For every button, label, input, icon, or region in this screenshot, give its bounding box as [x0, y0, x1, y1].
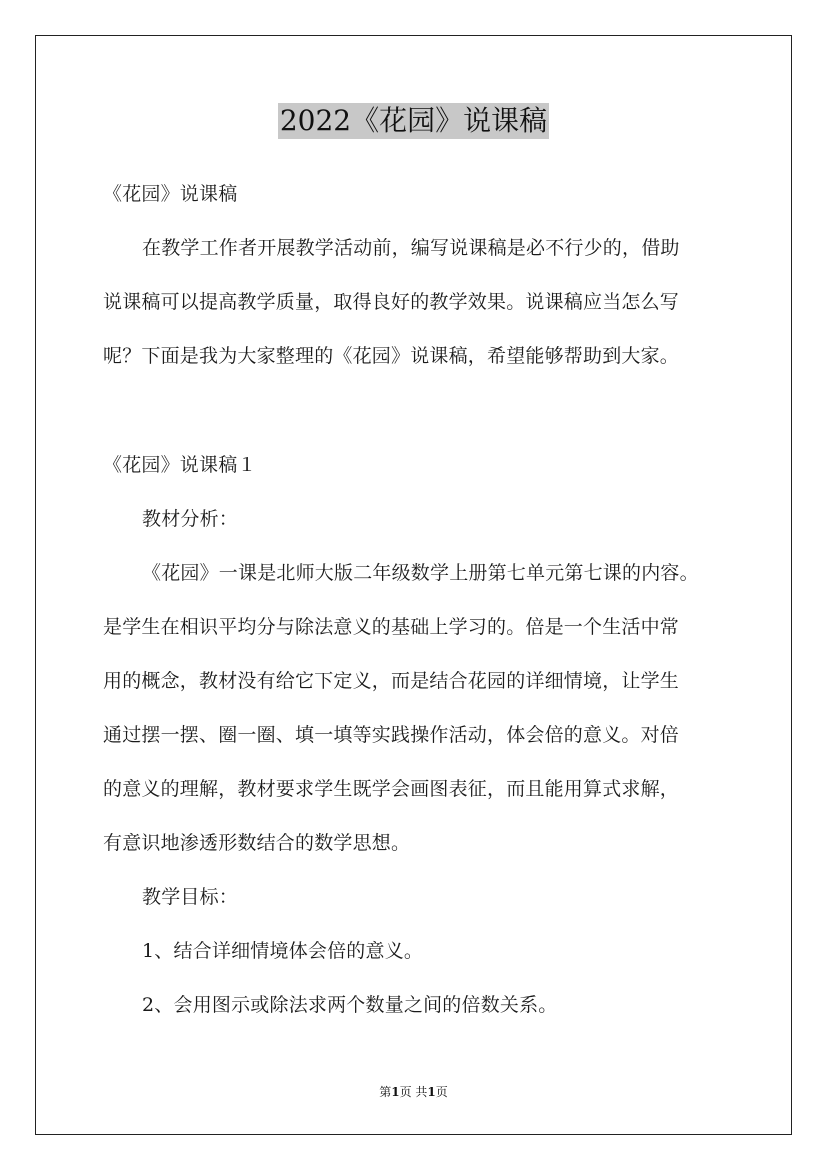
subheading-material-analysis: 教材分析： — [142, 508, 239, 530]
footer-page-current: 1 — [391, 1085, 400, 1099]
subtitle-line: 《花园》说课稿 — [103, 183, 238, 205]
analysis-paragraph-line-1: 《花园》一课是北师大版二年级数学上册第七单元第七课的内容。 — [142, 562, 699, 584]
document-title: 2022《花园》说课稿 — [279, 104, 548, 137]
footer-page-mid: 页 共 — [399, 1085, 428, 1099]
intro-paragraph-line-1: 在教学工作者开展教学活动前，编写说课稿是必不行少的，借助 — [142, 237, 680, 259]
footer-page-total: 1 — [427, 1085, 436, 1099]
footer-page-suffix: 页 — [435, 1085, 448, 1099]
footer-page-prefix: 第 — [379, 1085, 392, 1099]
page-footer — [0, 1084, 827, 1100]
analysis-paragraph-line-2: 是学生在相识平均分与除法意义的基础上学习的。倍是一个生活中常 — [103, 616, 680, 638]
section-heading-1: 《花园》说课稿１ — [103, 454, 257, 476]
analysis-paragraph-line-5: 的意义的理解，教材要求学生既学会画图表征，而且能用算式求解， — [103, 778, 680, 800]
intro-paragraph-line-2: 说课稿可以提高教学质量，取得良好的教学效果。说课稿应当怎么写 — [103, 291, 680, 313]
subheading-teaching-goals: 教学目标： — [142, 886, 239, 908]
analysis-paragraph-line-3: 用的概念，教材没有给它下定义，而是结合花园的详细情境，让学生 — [103, 670, 680, 692]
goal-item-2: 2、会用图示或除法求两个数量之间的倍数关系。 — [142, 994, 558, 1016]
title-container — [0, 103, 827, 139]
goal-item-1: 1、结合详细情境体会倍的意义。 — [142, 940, 424, 962]
analysis-paragraph-line-6: 有意识地渗透形数结合的数学思想。 — [103, 832, 411, 854]
analysis-paragraph-line-4: 通过摆一摆、圈一圈、填一填等实践操作活动，体会倍的意义。对倍 — [103, 724, 680, 746]
intro-paragraph-line-3: 呢？下面是我为大家整理的《花园》说课稿，希望能够帮助到大家。 — [103, 345, 680, 367]
